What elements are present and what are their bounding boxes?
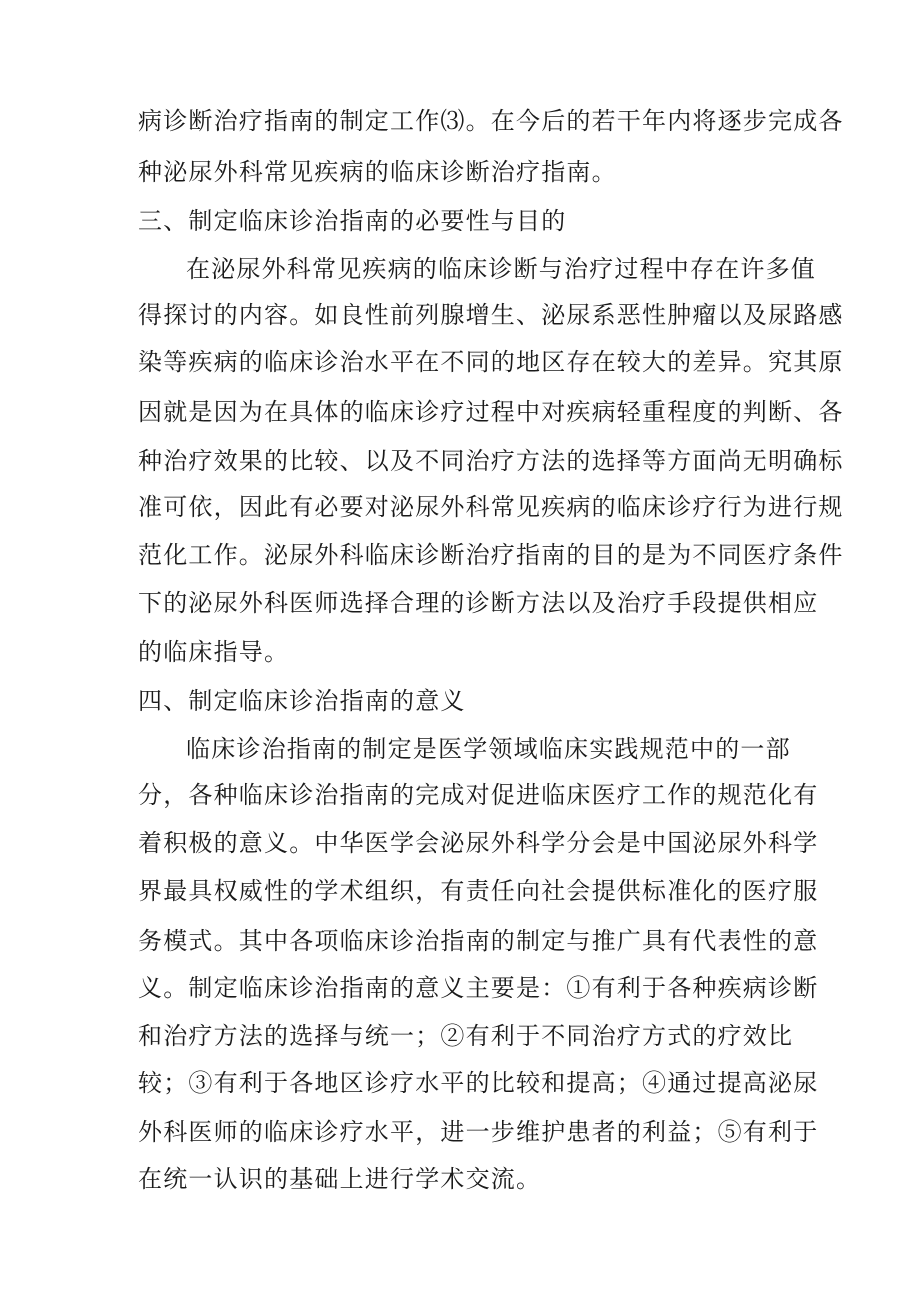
- paragraph-line: 在泌尿外科常见疾病的临床诊断与治疗过程中存在许多值: [186, 255, 816, 283]
- paragraph-line: 得探讨的内容。如良性前列腺增生、泌尿系恶性肿瘤以及尿路感: [138, 301, 844, 329]
- paragraph-line: 义。制定临床诊治指南的意义主要是：①有利于各种疾病诊断: [138, 974, 819, 1002]
- paragraph-line: 准可依，因此有必要对泌尿外科常见疾病的临床诊疗行为进行规: [138, 493, 844, 521]
- paragraph-line: 种泌尿外科常见疾病的临床诊断治疗指南。: [138, 158, 617, 186]
- paragraph-line: 染等疾病的临床诊治水平在不同的地区存在较大的差异。究其原: [138, 348, 844, 376]
- paragraph-line: 在统一认识的基础上进行学术交流。: [138, 1165, 542, 1193]
- section-heading: 四、制定临床诊治指南的意义: [138, 687, 466, 715]
- paragraph-line: 分，各种临床诊治指南的完成对促进临床医疗工作的规范化有: [138, 781, 819, 809]
- paragraph-line: 务模式。其中各项临床诊治指南的制定与推广具有代表性的意: [138, 927, 819, 955]
- paragraph-line: 和治疗方法的选择与统一；②有利于不同治疗方式的疗效比: [138, 1022, 794, 1050]
- paragraph-line: 临床诊治指南的制定是医学领域临床实践规范中的一部: [186, 735, 791, 763]
- paragraph-line: 外科医师的临床诊疗水平，进一步维护患者的利益；⑤有利于: [138, 1118, 819, 1146]
- paragraph-line: 的临床指导。: [138, 638, 290, 666]
- paragraph-line: 着积极的意义。中华医学会泌尿外科学分会是中国泌尿外科学: [138, 829, 819, 857]
- paragraph-line: 种治疗效果的比较、以及不同治疗方法的选择等方面尚无明确标: [138, 447, 844, 475]
- paragraph-line: 较；③有利于各地区诊疗水平的比较和提高；④通过提高泌尿: [138, 1069, 819, 1097]
- paragraph-line: 界最具权威性的学术组织，有责任向社会提供标准化的医疗服: [138, 877, 819, 905]
- paragraph-line: 因就是因为在具体的临床诊疗过程中对疾病轻重程度的判断、各: [138, 398, 844, 426]
- paragraph-line: 下的泌尿外科医师选择合理的诊断方法以及治疗手段提供相应: [138, 589, 819, 617]
- section-heading: 三、制定临床诊治指南的必要性与目的: [138, 207, 567, 235]
- paragraph-line: 病诊断治疗指南的制定工作⑶。在今后的若干年内将逐步完成各: [138, 107, 844, 135]
- paragraph-line: 范化工作。泌尿外科临床诊断治疗指南的目的是为不同医疗条件: [138, 541, 844, 569]
